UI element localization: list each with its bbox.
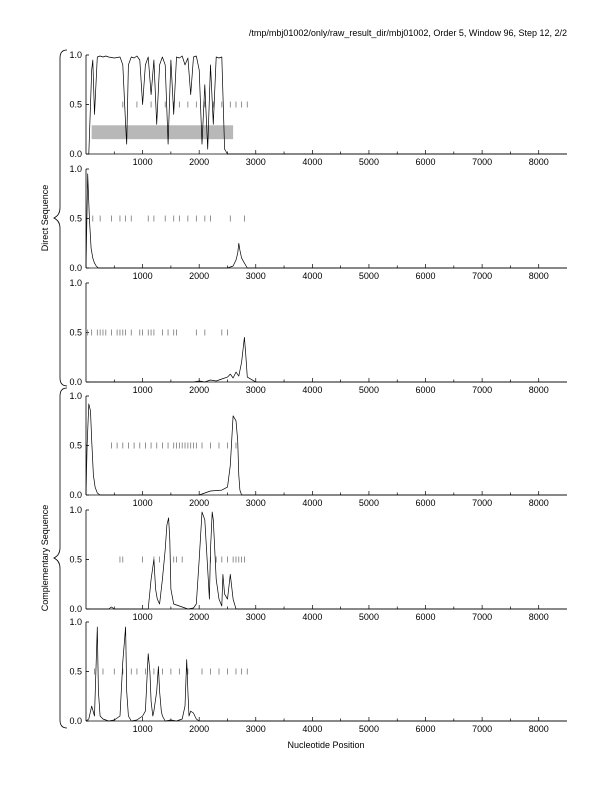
panel-1-band	[92, 125, 233, 139]
group-direct	[40, 50, 67, 386]
x-axis-label: Nucleotide Position	[287, 740, 365, 750]
panel-1-x-tick-label: 8000	[528, 157, 549, 167]
panel-2-x-tick-label: 2000	[189, 271, 210, 281]
panel-3-y-tick-label: 0.0	[69, 377, 82, 387]
panel-1-x-tick-label: 6000	[415, 157, 436, 167]
panel-5-x-tick-label: 7000	[472, 612, 493, 622]
panel-4-x-tick-label: 8000	[528, 498, 549, 508]
panel-3-x-tick-label: 8000	[528, 385, 549, 395]
panel-5-x-tick-label: 2000	[189, 612, 210, 622]
panel-2-y-tick-label: 0.0	[69, 263, 82, 273]
panel-4-x-tick-label: 7000	[472, 498, 493, 508]
panel-3-x-tick-label: 5000	[358, 385, 379, 395]
panel-4-x-tick-label: 4000	[302, 498, 323, 508]
group-complementary-brace	[54, 388, 67, 728]
panel-4-x-tick-label: 2000	[189, 498, 210, 508]
panel-6-x-tick-label: 1000	[132, 724, 153, 734]
panel-2-series-line	[86, 174, 567, 268]
panel-1-y-tick-label: 0.0	[69, 149, 82, 159]
panel-2-x-tick-label: 3000	[245, 271, 266, 281]
panel-2-x-tick-label: 7000	[472, 271, 493, 281]
panel-6-x-tick-label: 7000	[472, 724, 493, 734]
panel-1-x-tick-label: 4000	[302, 157, 323, 167]
panel-4-y-tick-label: 0.0	[69, 490, 82, 500]
panel-6-x-tick-label: 2000	[189, 724, 210, 734]
panel-2-y-tick-label: 1.0	[69, 164, 82, 174]
panel-3-x-tick-label: 3000	[245, 385, 266, 395]
panel-1-y-tick-label: 1.0	[69, 50, 82, 60]
panel-2-x-tick-label: 6000	[415, 271, 436, 281]
panel-5	[69, 505, 567, 622]
panel-2-y-tick-label: 0.5	[69, 213, 82, 224]
group-complementary	[40, 388, 67, 728]
panel-4-y-tick-label: 1.0	[69, 391, 82, 401]
panel-2-x-tick-label: 5000	[358, 271, 379, 281]
panel-3-x-tick-label: 2000	[189, 385, 210, 395]
panel-2-x-tick-label: 1000	[132, 271, 153, 281]
panel-5-y-tick-label: 0.0	[69, 604, 82, 614]
panels	[69, 50, 567, 734]
panel-6-x-tick-label: 4000	[302, 724, 323, 734]
panel-6-series-line	[86, 627, 567, 721]
panel-3-y-tick-label: 1.0	[69, 278, 82, 288]
panel-1-series-line	[86, 56, 567, 154]
panel-3-x-tick-label: 4000	[302, 385, 323, 395]
panel-4	[69, 391, 567, 508]
panel-3-y-tick-label: 0.5	[69, 327, 82, 338]
panel-1-x-tick-label: 2000	[189, 157, 210, 167]
panel-4-x-tick-label: 6000	[415, 498, 436, 508]
panel-6-x-tick-label: 3000	[245, 724, 266, 734]
panel-4-y-tick-label: 0.5	[69, 440, 82, 451]
panel-6-x-tick-label: 8000	[528, 724, 549, 734]
panel-4-series-line	[86, 404, 567, 495]
panel-5-x-tick-label: 1000	[132, 612, 153, 622]
panel-1-x-tick-label: 5000	[358, 157, 379, 167]
panel-1-x-tick-label: 3000	[245, 157, 266, 167]
panel-5-y-tick-label: 1.0	[69, 505, 82, 515]
group-direct-label: Direct Sequence	[40, 184, 50, 252]
panel-5-x-tick-label: 3000	[245, 612, 266, 622]
panel-4-x-tick-label: 5000	[358, 498, 379, 508]
panel-1	[69, 50, 567, 167]
panel-3-x-tick-label: 1000	[132, 385, 153, 395]
panel-6	[69, 617, 567, 734]
panel-2-x-tick-label: 4000	[302, 271, 323, 281]
panel-5-x-tick-label: 6000	[415, 612, 436, 622]
panel-1-x-tick-label: 1000	[132, 157, 153, 167]
panel-6-x-tick-label: 5000	[358, 724, 379, 734]
panel-4-x-tick-label: 1000	[132, 498, 153, 508]
panel-5-x-tick-label: 4000	[302, 612, 323, 622]
panel-6-y-tick-label: 0.5	[69, 666, 82, 677]
panel-6-x-tick-label: 6000	[415, 724, 436, 734]
panel-5-y-tick-label: 0.5	[69, 554, 82, 565]
panel-4-x-tick-label: 3000	[245, 498, 266, 508]
panel-5-series-line	[86, 512, 567, 609]
panel-3-series-line	[86, 337, 567, 382]
panel-5-x-tick-label: 5000	[358, 612, 379, 622]
panel-3-x-tick-label: 7000	[472, 385, 493, 395]
panel-5-x-tick-label: 8000	[528, 612, 549, 622]
header-text: /tmp/mbj01002/only/raw_result_dir/mbj01002, Order 5, Window 96, Step 12, 2/2	[248, 28, 567, 38]
panel-2	[69, 164, 567, 281]
group-complementary-label: Complementary Sequence	[40, 504, 50, 612]
panel-1-x-tick-label: 7000	[472, 157, 493, 167]
panel-6-y-tick-label: 0.0	[69, 716, 82, 726]
panel-6-y-tick-label: 1.0	[69, 617, 82, 627]
panel-1-y-tick-label: 0.5	[69, 99, 82, 110]
group-direct-brace	[54, 50, 67, 386]
panel-2-x-tick-label: 8000	[528, 271, 549, 281]
panel-3	[69, 278, 567, 395]
panel-3-x-tick-label: 6000	[415, 385, 436, 395]
